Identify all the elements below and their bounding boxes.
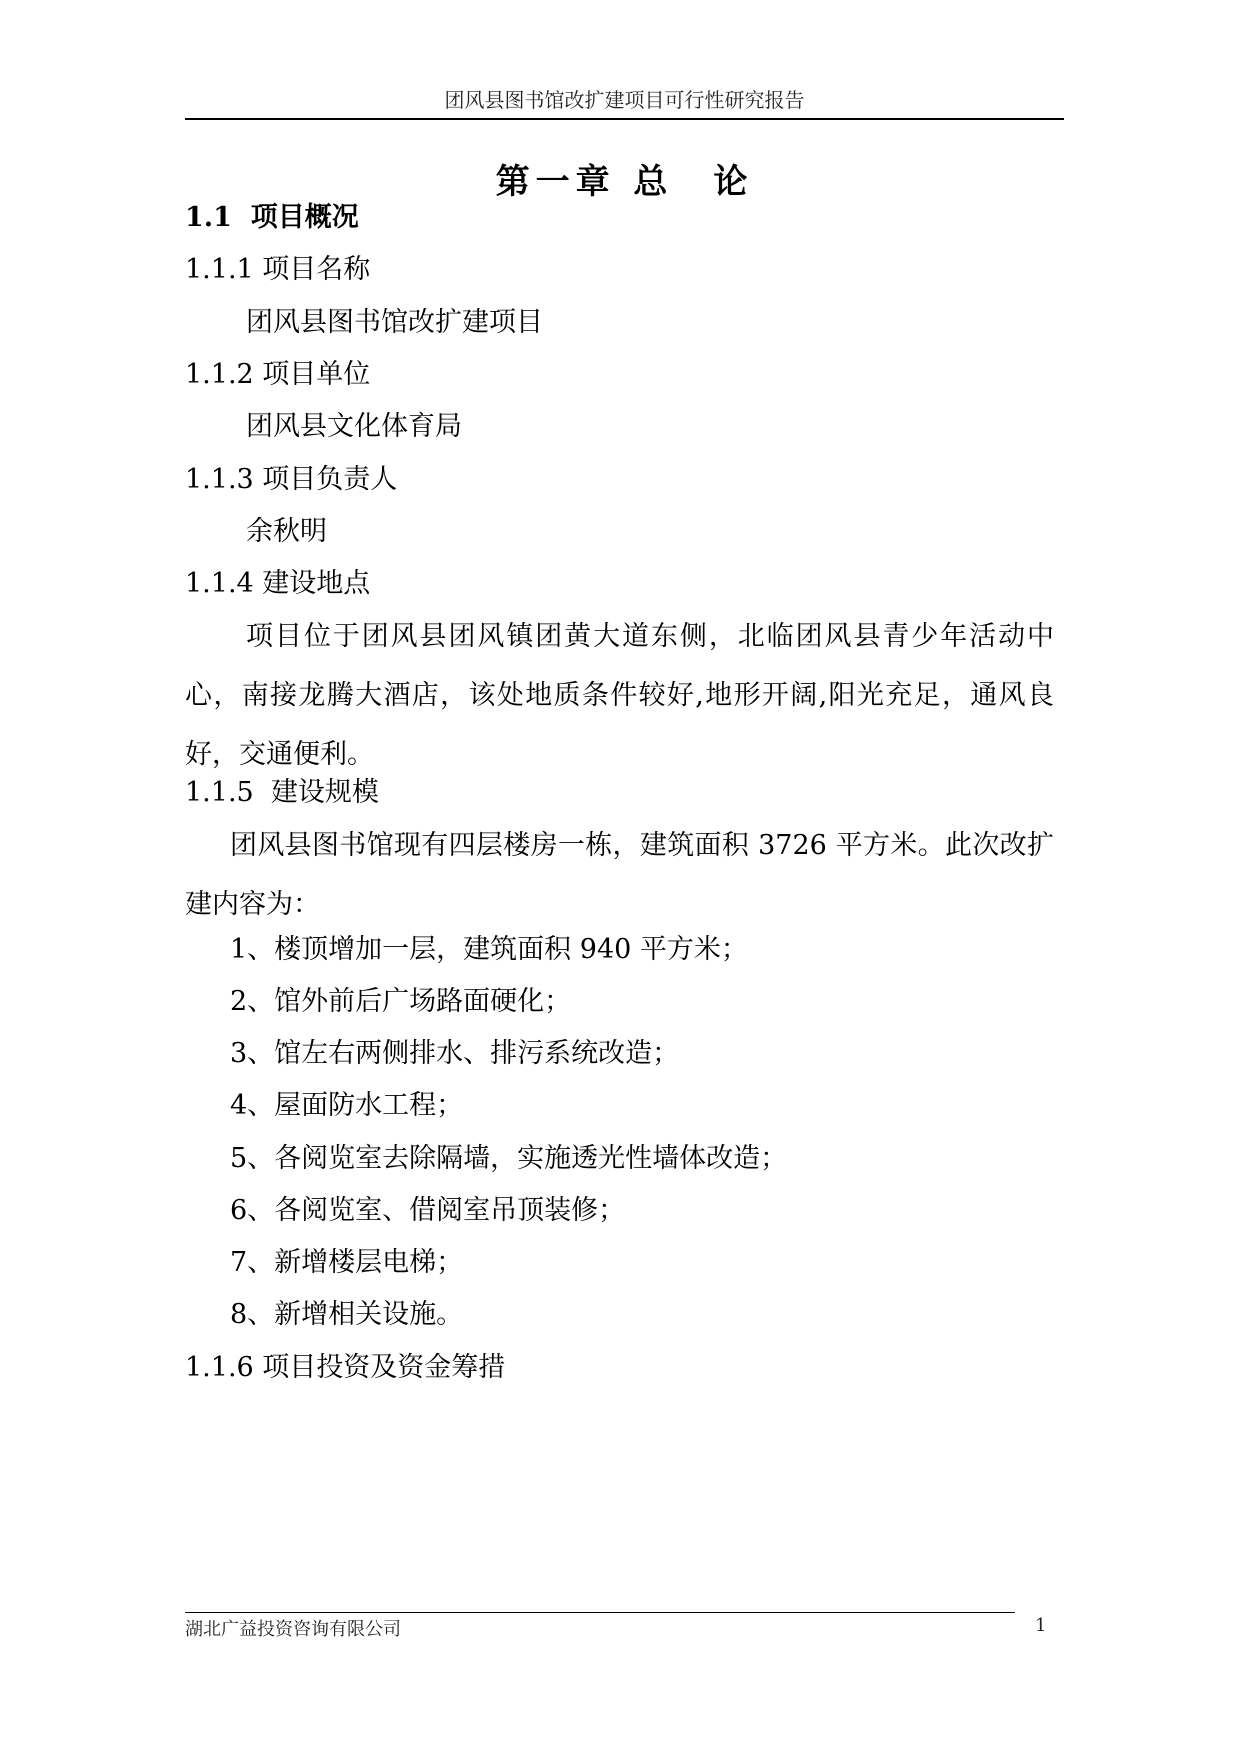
scale-list-item: 3、馆左右两侧排水、排污系统改造；	[230, 1038, 680, 1069]
header-rule	[185, 118, 1064, 120]
scale-list-item: 2、馆外前后广场路面硬化；	[230, 986, 572, 1017]
scale-list-item: 5、各阅览室去除隔墙，实施透光性墙体改造；	[230, 1143, 788, 1174]
subsection-heading-project-lead: 1.1.3 项目负责人	[185, 464, 398, 495]
project-name-value: 团风县图书馆改扩建项目	[246, 307, 543, 338]
subsection-heading-investment: 1.1.6 项目投资及资金筹措	[185, 1352, 506, 1383]
section-heading: 1.1 项目概况	[185, 202, 359, 233]
subsection-heading-project-unit: 1.1.2 项目单位	[185, 359, 371, 390]
scale-list-item: 7、新增楼层电梯；	[230, 1247, 464, 1278]
page-number: 1	[1035, 1615, 1047, 1636]
footer-company: 湖北广益投资咨询有限公司	[185, 1619, 401, 1640]
scale-list-item: 4、屋面防水工程；	[230, 1090, 464, 1121]
scale-list-item: 6、各阅览室、借阅室吊顶装修；	[230, 1195, 626, 1226]
subsection-heading-project-name: 1.1.1 项目名称	[185, 254, 371, 285]
project-lead-value: 余秋明	[246, 516, 327, 547]
scale-list-item: 8、新增相关设施。	[230, 1299, 464, 1330]
footer-rule	[185, 1612, 1015, 1613]
location-paragraph: 项目位于团风县团风镇团黄大道东侧，北临团风县青少年活动中心，南接龙腾大酒店，该处地质条件较好,地形开阔,阳光充足，通风良好，交通便利。	[185, 621, 1054, 770]
subsection-heading-scale: 1.1.5 建设规模	[185, 777, 379, 808]
chapter-title: 第一章 总 论	[495, 162, 754, 202]
subsection-heading-location: 1.1.4 建设地点	[185, 568, 371, 599]
running-header: 团风县图书馆改扩建项目可行性研究报告	[444, 88, 805, 112]
project-unit-value: 团风县文化体育局	[246, 411, 462, 442]
scale-intro-paragraph: 团风县图书馆现有四层楼房一栋，建筑面积 3726 平方米。此次改扩建内容为：	[185, 830, 1054, 920]
scale-list-item: 1、楼顶增加一层，建筑面积 940 平方米；	[230, 934, 748, 965]
